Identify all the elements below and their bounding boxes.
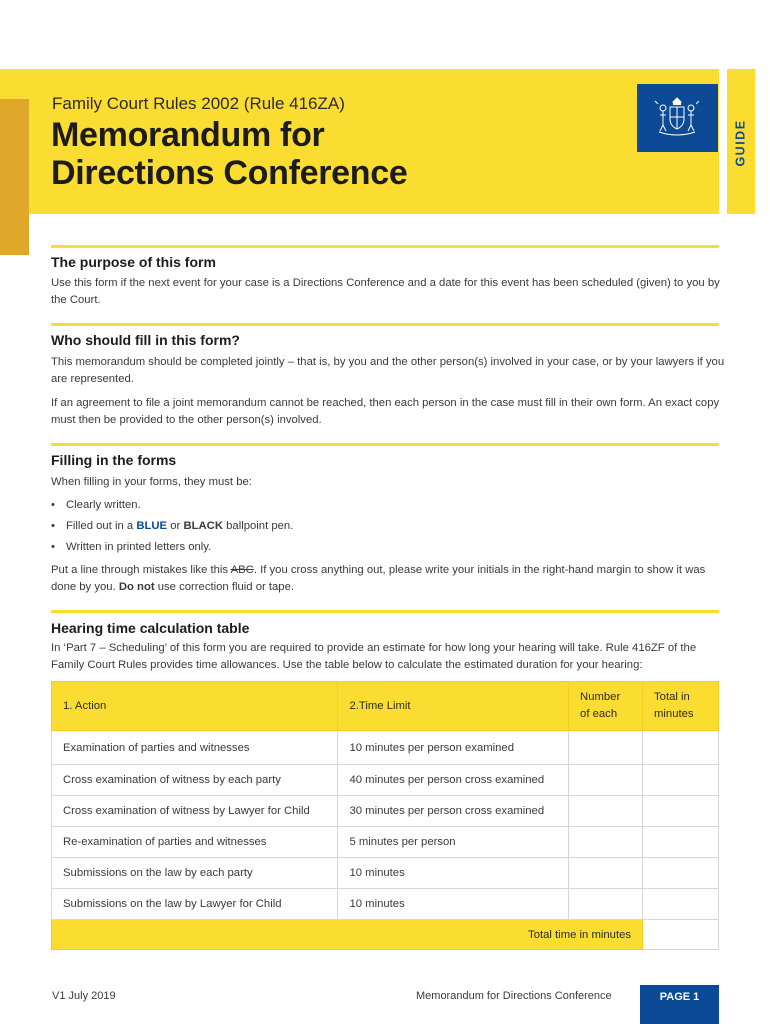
action-cell: Examination of parties and witnesses (52, 731, 338, 765)
time-limit-cell: 10 minutes (338, 858, 569, 889)
total-input-cell[interactable] (643, 858, 719, 889)
column-header-time-limit: 2.Time Limit (338, 682, 569, 731)
number-input-cell[interactable] (569, 858, 643, 889)
black-ink-word: BLACK (183, 520, 223, 532)
version-label: V1 July 2019 (52, 990, 116, 1002)
table-row (52, 827, 719, 858)
action-cell: Submissions on the law by Lawyer for Child (52, 889, 338, 920)
table-row (52, 731, 719, 765)
section-divider (51, 323, 719, 326)
section-divider (51, 245, 719, 248)
who-paragraph-1: This memorandum should be completed jointly – that is, by you and the other person(s) involved in your case, or by your lawyers if you are represented. (51, 356, 725, 385)
page-title (51, 116, 571, 192)
number-input-cell[interactable] (569, 765, 643, 796)
mistakes-instructions: Put a line through mistakes like this ABC. If you cross anything out, please write your initials in the right-hand margin to show it was done by you. Do not use correction fluid or tape. (51, 564, 706, 593)
section-divider (51, 610, 719, 613)
filling-heading: Filling in the forms (51, 452, 177, 468)
page-title-line-1: Memorandum for (51, 116, 325, 154)
list-item: • Written in printed letters only. (51, 539, 211, 556)
table-header-row (52, 682, 719, 731)
bullet-dot: • (51, 541, 55, 553)
time-limit-cell: 40 minutes per person cross examined (338, 765, 569, 796)
bullet-dot: • (51, 520, 55, 532)
who-paragraph-2: If an agreement to file a joint memorandum cannot be reached, then each person in the case must fill in their own form. An exact copy must then be provided to the other person(s) involved. (51, 397, 720, 426)
header-accent-tab (0, 99, 29, 255)
table-row (52, 796, 719, 827)
table-row (52, 765, 719, 796)
coat-of-arms-icon (637, 84, 718, 152)
total-time-label: Total time in minutes (52, 920, 643, 950)
action-cell: Submissions on the law by each party (52, 858, 338, 889)
total-input-cell[interactable] (643, 889, 719, 920)
hearing-heading: Hearing time calculation table (51, 620, 250, 636)
page-number-badge: PAGE 1 (640, 985, 719, 1024)
purpose-heading: The purpose of this form (51, 254, 216, 270)
purpose-text: Use this form if the next event for your case is a Directions Conference and a date for this event has been scheduled (given) to you by the Court. (51, 277, 720, 306)
total-input-cell[interactable] (643, 731, 719, 765)
column-header-total: Total in minutes (643, 682, 719, 731)
time-limit-cell: 5 minutes per person (338, 827, 569, 858)
number-input-cell[interactable] (569, 731, 643, 765)
do-not-emphasis: Do not (118, 581, 155, 593)
column-header-action: 1. Action (52, 682, 338, 731)
action-cell: Re-examination of parties and witnesses (52, 827, 338, 858)
column-header-number: Number of each (569, 682, 643, 731)
table-row (52, 889, 719, 920)
number-input-cell[interactable] (569, 889, 643, 920)
filling-intro: When filling in your forms, they must be: (51, 476, 252, 488)
hearing-text: In ‘Part 7 – Scheduling’ of this form you are required to provide an estimate for how long your hearing will take. Rule 416ZF of the Family Court Rules provides time allowances. Use the table below to calculate the estimated duration for your hearing: (51, 642, 697, 671)
guide-label-text: GUIDE (734, 119, 748, 167)
list-item: • Clearly written. (51, 497, 141, 514)
hearing-time-table (51, 681, 719, 950)
who-heading: Who should fill in this form? (51, 332, 240, 348)
list-item: • Filled out in a BLUE or BLACK ballpoint pen. (51, 518, 293, 535)
total-time-input-cell[interactable] (643, 920, 719, 950)
total-input-cell[interactable] (643, 796, 719, 827)
guide-label (727, 118, 755, 168)
page-title-line-2: Directions Conference (51, 154, 408, 192)
section-divider (51, 443, 719, 446)
bullet-dot: • (51, 499, 55, 511)
action-cell: Cross examination of witness by each party (52, 765, 338, 796)
strikethrough-example: ABC (230, 564, 254, 576)
total-input-cell[interactable] (643, 765, 719, 796)
table-total-row (52, 920, 719, 950)
time-limit-cell: 10 minutes (338, 889, 569, 920)
blue-ink-word: BLUE (136, 520, 168, 532)
total-input-cell[interactable] (643, 827, 719, 858)
table-row (52, 858, 719, 889)
number-input-cell[interactable] (569, 827, 643, 858)
footer-document-name: Memorandum for Directions Conference (416, 990, 612, 1002)
time-limit-cell: 30 minutes per person cross examined (338, 796, 569, 827)
number-input-cell[interactable] (569, 796, 643, 827)
form-rule-reference: Family Court Rules 2002 (Rule 416ZA) (52, 94, 345, 113)
time-limit-cell: 10 minutes per person examined (338, 731, 569, 765)
action-cell: Cross examination of witness by Lawyer for Child (52, 796, 338, 827)
